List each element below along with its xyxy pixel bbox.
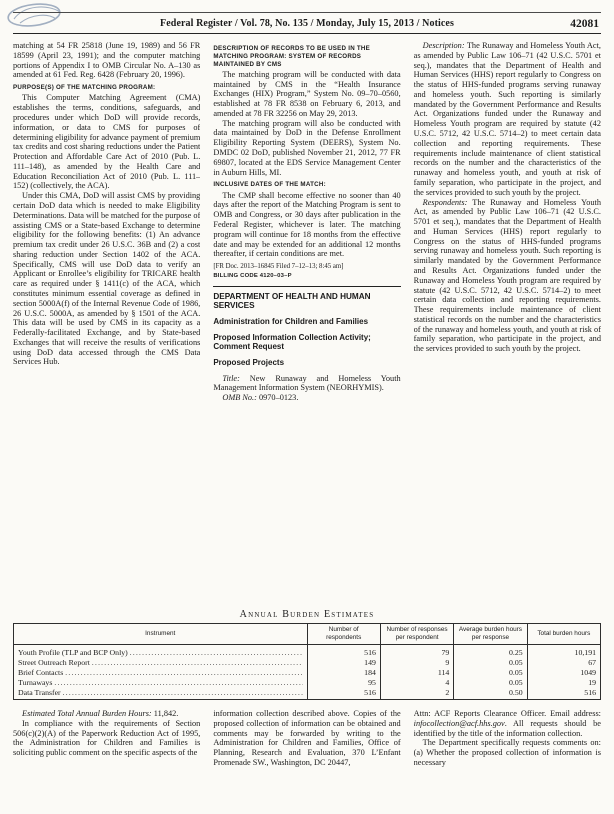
dot-leader — [130, 648, 303, 657]
fr-doc-line: [FR Doc. 2013–16845 Filed 7–12–13; 8:45 am] — [213, 263, 344, 271]
paragraph-continuation: matching at 54 FR 25818 (June 19, 1989) and 56 FR 18599 (April 23, 1991); and the computer matching portions of Appendix I to OMB Circular No. A–130 as amended at 61 Fed. Reg. 6428 (February 20, 1996). — [13, 41, 201, 80]
cell-avg-burden: 0.50 — [454, 687, 527, 700]
cell-total-burden: 67 — [527, 657, 600, 667]
title-line — [213, 374, 400, 394]
title-label: Title: — [222, 373, 240, 383]
cell-responses: 4 — [380, 677, 453, 687]
cell-respondents: 184 — [307, 667, 380, 677]
department-heading: DEPARTMENT OF HEALTH AND HUMAN SERVICES — [213, 291, 371, 311]
respondents-label: Respondents: — [422, 197, 468, 207]
col-header-responses: Number of responses per respondent — [380, 624, 453, 645]
cell-responses: 79 — [380, 645, 453, 658]
cell-avg-burden: 0.05 — [454, 677, 527, 687]
dot-leader — [54, 678, 302, 687]
cell-responses: 114 — [380, 667, 453, 677]
cell-instrument — [14, 687, 308, 700]
respondents-paragraph — [414, 198, 601, 355]
cell-total-burden: 516 — [527, 687, 600, 700]
omb-line — [213, 393, 400, 403]
table-row — [14, 645, 601, 658]
column-2 — [213, 41, 400, 603]
notice-title-heading: Proposed Information Collection Activity; Comment Request — [213, 332, 371, 352]
proposed-projects-heading: Proposed Projects — [213, 358, 285, 368]
cell-avg-burden: 0.25 — [454, 645, 527, 658]
col-header-avg-burden: Average burden hours per response — [454, 624, 527, 645]
billing-code: BILLING CODE 4120–03–P — [213, 272, 292, 279]
cell-respondents: 149 — [307, 657, 380, 667]
dot-leader — [63, 688, 303, 697]
running-head-title: Federal Register / Vol. 78, No. 135 / Monday, July 15, 2013 / Notices — [160, 18, 454, 29]
estimated-burden-value: 11,842. — [151, 709, 179, 718]
body-columns — [13, 41, 601, 603]
paragraph: The CMP shall become effective no sooner than 40 days after the report of the Matching Program is sent to OMB and Congress, or 30 days after publication in the Federal Register, whichever is later. The matching program will continue for 18 months from the effective date and may be extended for an additional 12 months thereafter, if certain conditions are met. — [213, 190, 401, 259]
table-row — [14, 687, 601, 700]
table-caption: Annual Burden Estimates — [239, 609, 375, 620]
cell-instrument — [14, 645, 308, 658]
instrument-name: Youth Profile (TLP and BCP Only) — [18, 647, 128, 657]
running-head — [13, 12, 601, 34]
table-row — [14, 667, 601, 677]
cell-total-burden: 10,191 — [527, 645, 600, 658]
omb-text: 0970–0123. — [256, 393, 299, 403]
dot-leader — [92, 658, 303, 667]
paragraph: This Computer Matching Agreement (CMA) establishes the terms, conditions, safeguards, and procedures under which DoD will provide records, information, or data to CMS for purposes of determining eligibility for advance payment of premium tax credits and cost sharing reductions under the Patient Protection and Affordable Care Act of 2010 (Pub. L. 111–148), as amended by the Health Care and Education Reconciliation Act of 2010 (Pub. L. 111–152) (collectively, the ACA). — [13, 93, 201, 191]
document-divider-rule — [213, 286, 400, 287]
table-header-row — [14, 624, 601, 645]
paragraph: The matching program will be conducted with data maintained by CMS in the “Health Insurance Exchanges (HIX) Program,” System No. 09–70–0560, established at 78 FR 8538 on February 6, 2013, and amended at 78 FR 32256 on May 29, 2013. — [213, 69, 401, 118]
bottom-columns — [13, 709, 601, 813]
paragraph-continuation: information collection described above. Copies of the proposed collection of information can be obtained and comments may be forwarded by writing to the Administration for Children and Families, Office of Planning, Research and Evaluation, 370 L’Enfant Promenade SW., Washington, DC 20447, — [213, 709, 401, 767]
compliance-paragraph: In compliance with the requirements of Section 506(c)(2)(A) of the Paperwork Reduction Act of 1995, the Administration for Children and Families is soliciting public comment on the specific aspects of the — [13, 718, 201, 758]
dot-leader — [65, 668, 302, 677]
cell-responses: 9 — [380, 657, 453, 667]
cell-avg-burden: 0.05 — [454, 667, 527, 677]
respondents-text: The Runaway and Homeless Youth Act, as amended by Public Law 106–71 (42 U.S.C. 5701 et seq.), mandates that the Department of Health and Human Services (HHS) report regularly to Congress on the status of HHS-funded programs serving runaway and homeless youth. Such reporting is similarly mandated by the Government Performance and Results Act. Organizations funded under the Runaway and Homeless Youth program are required by statute (42 U.S.C. 5712, 42 U.S.C. 5714–2) to meet certain data collection and reporting requirements. These requirements include maintenance of client statistical records on the number and the characteristics of the runaway and homeless youth, and youth at risk of family separation, who participate in the project, and the services provided to such youth by the project. — [413, 197, 601, 354]
page-number: 42081 — [570, 18, 599, 30]
paragraph: The matching program will also be conducted with data maintained by DoD in the Defense Enrollment Eligibility Reporting System (DEERS), System No. DMDC 02 DoD, published November 21, 2012, 77 FR 69807, located at the EDS Service Management Center in Auburn Hills, MI. — [213, 118, 401, 177]
column-1 — [13, 41, 200, 603]
cell-respondents: 516 — [307, 645, 380, 658]
annual-burden-table — [13, 623, 601, 700]
instrument-name: Street Outreach Report — [18, 657, 90, 667]
cell-total-burden: 19 — [527, 677, 600, 687]
attn-text: Attn: ACF Reports Clearance Officer. Email address: — [413, 709, 601, 718]
cell-responses: 2 — [380, 687, 453, 700]
estimated-burden-line — [13, 709, 200, 719]
table-row — [14, 657, 601, 667]
description-label: Description: — [422, 41, 465, 50]
col-header-respondents: Number of respondents — [307, 624, 380, 645]
cell-instrument — [14, 677, 308, 687]
bottom-column-1 — [13, 709, 200, 813]
section-heading-inclusive-dates: INCLUSIVE DATES OF THE MATCH: — [213, 181, 326, 189]
department-requests-paragraph: The Department specifically requests comments on: (a) Whether the proposed collection of information is necessary — [413, 738, 601, 767]
section-heading-description-of-records: DESCRIPTION OF RECORDS TO BE USED IN THE MATCHING PROGRAM: SYSTEM OF RECORDS MAINTAINED BY CMS — [213, 45, 371, 68]
cell-instrument — [14, 667, 308, 677]
attn-paragraph — [414, 709, 601, 738]
instrument-name: Turnaways — [18, 677, 53, 687]
cell-respondents: 516 — [307, 687, 380, 700]
cell-instrument — [14, 657, 308, 667]
description-text: The Runaway and Homeless Youth Act, as amended by Public Law 106–71 (42 U.S.C. 5701 et seq.), mandates that the Department of Health and Human Services (HHS) report regularly to Congress on the status of HHS-funded programs serving runaway and homeless youth. Such reporting is similarly mandated by the Government Performance and Results Act. Organizations funded under the Runaway and Homeless Youth program are required by statute (42 U.S.C. 5712, 42 U.S.C. 5714–2) to meet certain data collection and reporting requirements. These requirements include maintenance of client statistical records on the number and the characteristics of the runaway and homeless youth, and youth at risk of family separation, who participate in the project, and the services provided to such youth by the project. — [413, 41, 601, 197]
estimated-burden-label: Estimated Total Annual Burden Hours: — [22, 709, 152, 718]
bottom-column-2 — [213, 709, 400, 813]
email-address: infocollection@acf.hhs.gov — [413, 718, 505, 728]
cell-respondents: 95 — [307, 677, 380, 687]
description-paragraph — [414, 41, 601, 198]
instrument-name: Brief Contacts — [18, 667, 64, 677]
section-heading-purpose: PURPOSE(S) OF THE MATCHING PROGRAM: — [13, 84, 156, 92]
cell-avg-burden: 0.05 — [454, 657, 527, 667]
paragraph: Under this CMA, DoD will assist CMS by providing certain DoD data which is needed to make Eligibility Determinations. Data will be matched for the purpose of assisting CMS or a State-based Exchange to determine eligibility for the following benefits: (1) An advance premium tax credit under 26 U.S.C. 36B and (2) a cost sharing reduction under Section 1402 of the ACA. Specifically, CMS will use DoD data to verify an Applicant or Enrollee’s eligibility for TRICARE health care as required under § 1411(c) of the ACA, which constitutes minimum essential coverage as defined in section 5000A(f) of the Internal Revenue Code of 1986, 26 U.S.C. 5000A, as amended by § 1501 of the ACA. This data will be used by CMS in its capacity as a Federally-facilitated Exchange, and by State-based Exchanges that will receive the results of verifications using DoD data accessed through the CMS Data Services Hub. — [13, 191, 201, 367]
table-row — [14, 677, 601, 687]
instrument-name: Data Transfer — [18, 687, 61, 697]
column-3 — [414, 41, 601, 603]
col-header-instrument: Instrument — [14, 624, 308, 645]
agency-heading: Administration for Children and Families — [213, 317, 369, 327]
title-text: New Runaway and Homeless Youth Management Information System (NEORHYMIS). — [213, 373, 401, 393]
bottom-column-3 — [414, 709, 601, 813]
col-header-total-burden: Total burden hours — [527, 624, 600, 645]
attn-text-post: . All requests should be identified by the title of the information collection. — [413, 718, 601, 738]
cell-total-burden: 1049 — [527, 667, 600, 677]
omb-label: OMB No.: — [222, 393, 257, 403]
